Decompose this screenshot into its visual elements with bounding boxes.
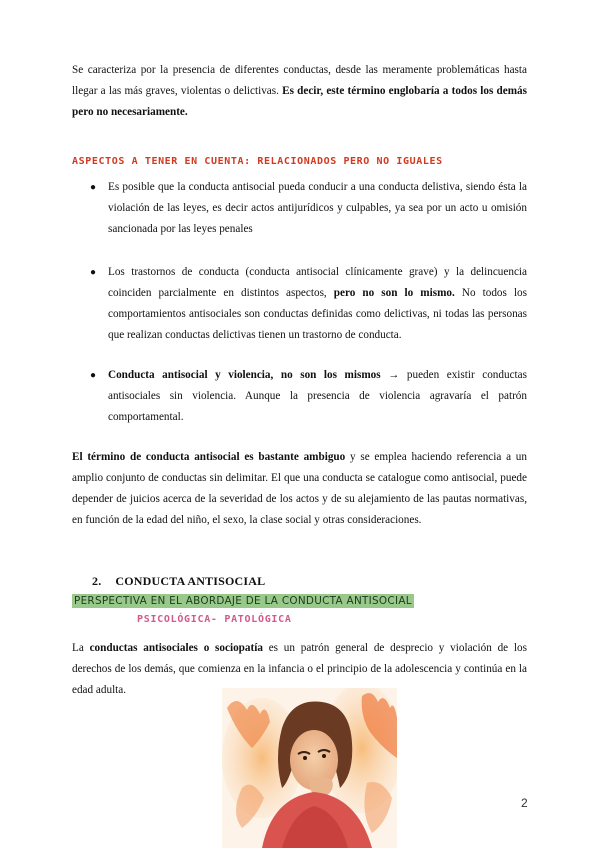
sub-heading: PSICOLÓGICA- PATOLÓGICA bbox=[137, 614, 292, 625]
definition-paragraph: La conductas antisociales o sociopatía es un patrón general de desprecio y violación de los derechos de los demás, que comienza en la infancia o el principio de la adolescencia y continúa en la edad adulta. bbox=[72, 642, 527, 696]
bullet-item-3 bbox=[90, 365, 527, 428]
bullet-text-2: Los trastornos de conducta (conducta antisocial clínicamente grave) y la delincuencia coinciden parcialmente en distintos aspectos, pero no son lo mismo. No todos los comportamientos antisociales son conductas definidas como delictivas, ni todas las personas que realizan conductas delictivas tienen un trastorno de conducta. bbox=[108, 266, 527, 341]
bullet-text-1: Es posible que la conducta antisocial pueda conducir a una conducta delistiva, siendo ésta la violación de las leyes, es decir actos antijurídicos y culpables, ya sea por un acto u omisión sancionada por las leyes penales bbox=[108, 181, 527, 235]
perspective-band: PERSPECTIVA EN EL ABORDAJE DE LA CONDUCTA ANTISOCIAL bbox=[74, 595, 412, 607]
section-heading bbox=[92, 574, 265, 589]
bullet-text-3: Conducta antisocial y violencia, no son los mismos → pueden existir conductas antisociales sin violencia. Aunque la presencia de violencia agravaría el patrón comportamental. bbox=[108, 369, 527, 423]
definition-bold-text: conductas antisociales o sociopatía bbox=[89, 642, 263, 654]
term-bold-text: El término de conducta antisocial es bastante ambiguo bbox=[72, 451, 346, 463]
intro-text: Se caracteriza por la presencia de diferentes conductas, desde las meramente problemáticas hasta llegar a las más graves, violentas o delictivas. bbox=[72, 64, 527, 97]
term-text: y se emplea haciendo referencia a un amplio conjunto de conductas sin delimitar. El que una conducta se catalogue como antisocial, puede depender de juicios acerca de la severidad de los actos y de su alejamiento de las pautas normativas, en función de la edad del niño, el sexo, la clase social y otras consideraciones. bbox=[72, 451, 527, 526]
illustration-image bbox=[222, 688, 397, 848]
intro-bold-text: Es decir, este término englobaría a todos los demás pero no necesariamente. bbox=[72, 85, 527, 118]
section-number: 2. bbox=[92, 574, 102, 588]
bullet-dot-icon: ● bbox=[90, 267, 97, 278]
watercolor-woman-illustration bbox=[222, 688, 397, 848]
bullet-item-1 bbox=[90, 177, 527, 240]
aspects-heading: ASPECTOS A TENER EN CUENTA: RELACIONADOS PERO NO IGUALES bbox=[72, 156, 443, 167]
page-number: 2 bbox=[521, 796, 528, 810]
bullet-dot-icon: ● bbox=[90, 182, 97, 193]
bullet-item-2 bbox=[90, 262, 527, 346]
intro-paragraph bbox=[72, 60, 527, 123]
bullet-dot-icon: ● bbox=[90, 370, 97, 381]
term-paragraph bbox=[72, 447, 527, 531]
section-title: CONDUCTA ANTISOCIAL bbox=[115, 574, 266, 588]
